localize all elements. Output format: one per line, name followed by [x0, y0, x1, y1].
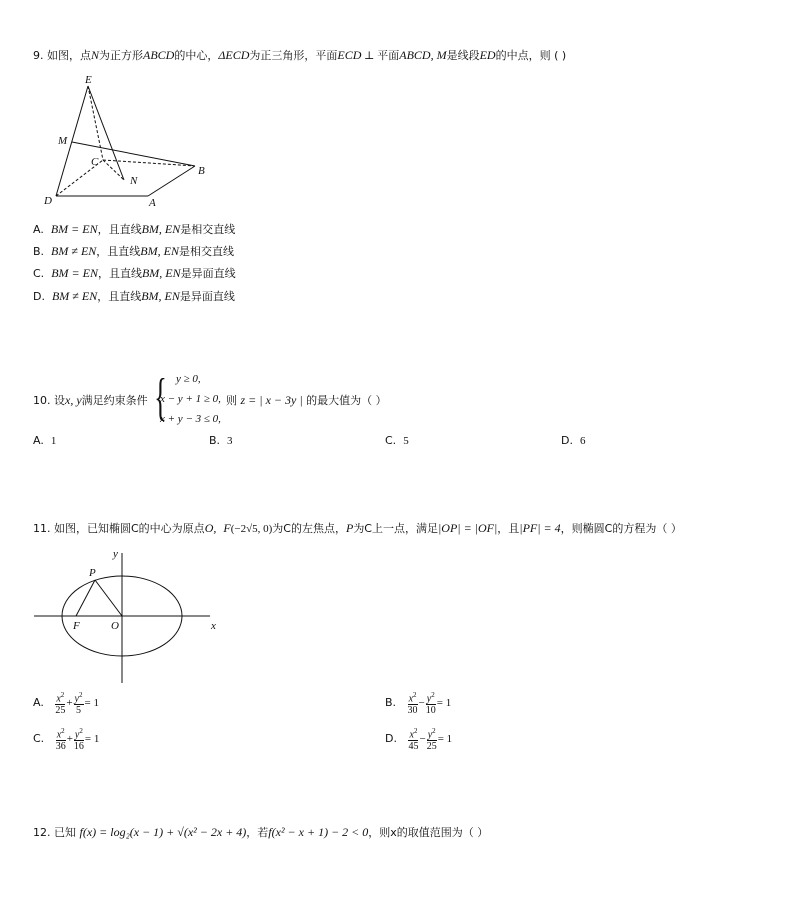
label-x: x [211, 620, 216, 632]
label-P: P [89, 567, 96, 579]
q10-brace: { [154, 369, 167, 426]
q11-option-d: D. $\frac{x^2}{45}$ − $\frac{y^2}{25}$ = 1 [385, 727, 453, 753]
label-E: E [85, 74, 92, 86]
constraint-3: x + y − 3 ≤ 0, [160, 413, 221, 425]
q11-option-c: C. $\frac{x^2}{36}$ + $\frac{y^2}{16}$ = 1 [33, 727, 100, 753]
label-N: N [130, 175, 138, 187]
q10-option-a: A. 1 [33, 434, 57, 447]
q11-option-b: B. $\frac{x^2}{30}$ − $\frac{y^2}{10}$ = 1 [385, 691, 452, 717]
edge-EC [88, 86, 103, 160]
q11-stem: 11. 如图，已知椭圆C的中心为原点O, F(−2√5, 0)为C的左焦点，P为C上一点，满足|OP| = |OF|，且|PF| = 4，则椭圆C的方程为（ ） [33, 521, 682, 535]
q9-option-d: D. BM ≠ EN，且直线BM, EN是异面直线 [33, 289, 235, 303]
label-O: O [111, 620, 119, 632]
q12-stem: 12. 已知 f(x) = log₂(x − 1) + √(x² − 2x + 4)，若f(x² − x + 1) − 2 < 0，则x的取值范围为（ ） [33, 825, 489, 839]
q11-option-a: A. $\frac{x^2}{25}$ + $\frac{y^2}{5}$ = 1 [33, 691, 99, 717]
constraint-2: x − y + 1 ≥ 0, [160, 393, 221, 405]
q9-pyramid-figure [38, 70, 228, 210]
label-y: y [113, 548, 118, 560]
q11-ellipse-figure [34, 545, 224, 685]
q9-stem: 9. 如图，点N为正方形ABCD的中心，ΔECD为正三角形，平面ECD ⊥ 平面ABCD, M是线段ED的中点，则 ( ) [33, 48, 567, 62]
segment-CN [103, 160, 124, 180]
label-A: A [149, 197, 156, 209]
label-F: F [73, 620, 80, 632]
label-M: M [58, 135, 68, 147]
q10-constraints [160, 369, 221, 429]
q9-option-c: C. BM = EN，且直线BM, EN是异面直线 [33, 266, 236, 280]
q10-option-c: C. 5 [385, 434, 409, 447]
label-D: D [44, 195, 52, 207]
q9-option-b: B. BM ≠ EN，且直线BM, EN是相交直线 [33, 244, 234, 258]
q10-option-b: B. 3 [209, 434, 233, 447]
q10-stem-right: 则 z = | x − 3y | 的最大值为（ ） [226, 393, 387, 407]
segment-PO [95, 580, 122, 616]
constraint-1: y ≥ 0, [176, 373, 201, 385]
edge-AB [148, 166, 195, 196]
segment-PF [76, 580, 95, 616]
q10-option-d: D. 6 [561, 434, 586, 447]
label-C: C [91, 156, 99, 168]
q10-stem-left: 10. 设x, y满足约束条件 [33, 393, 148, 407]
label-B: B [198, 165, 205, 177]
q9-option-a: A. BM = EN，且直线BM, EN是相交直线 [33, 222, 236, 236]
